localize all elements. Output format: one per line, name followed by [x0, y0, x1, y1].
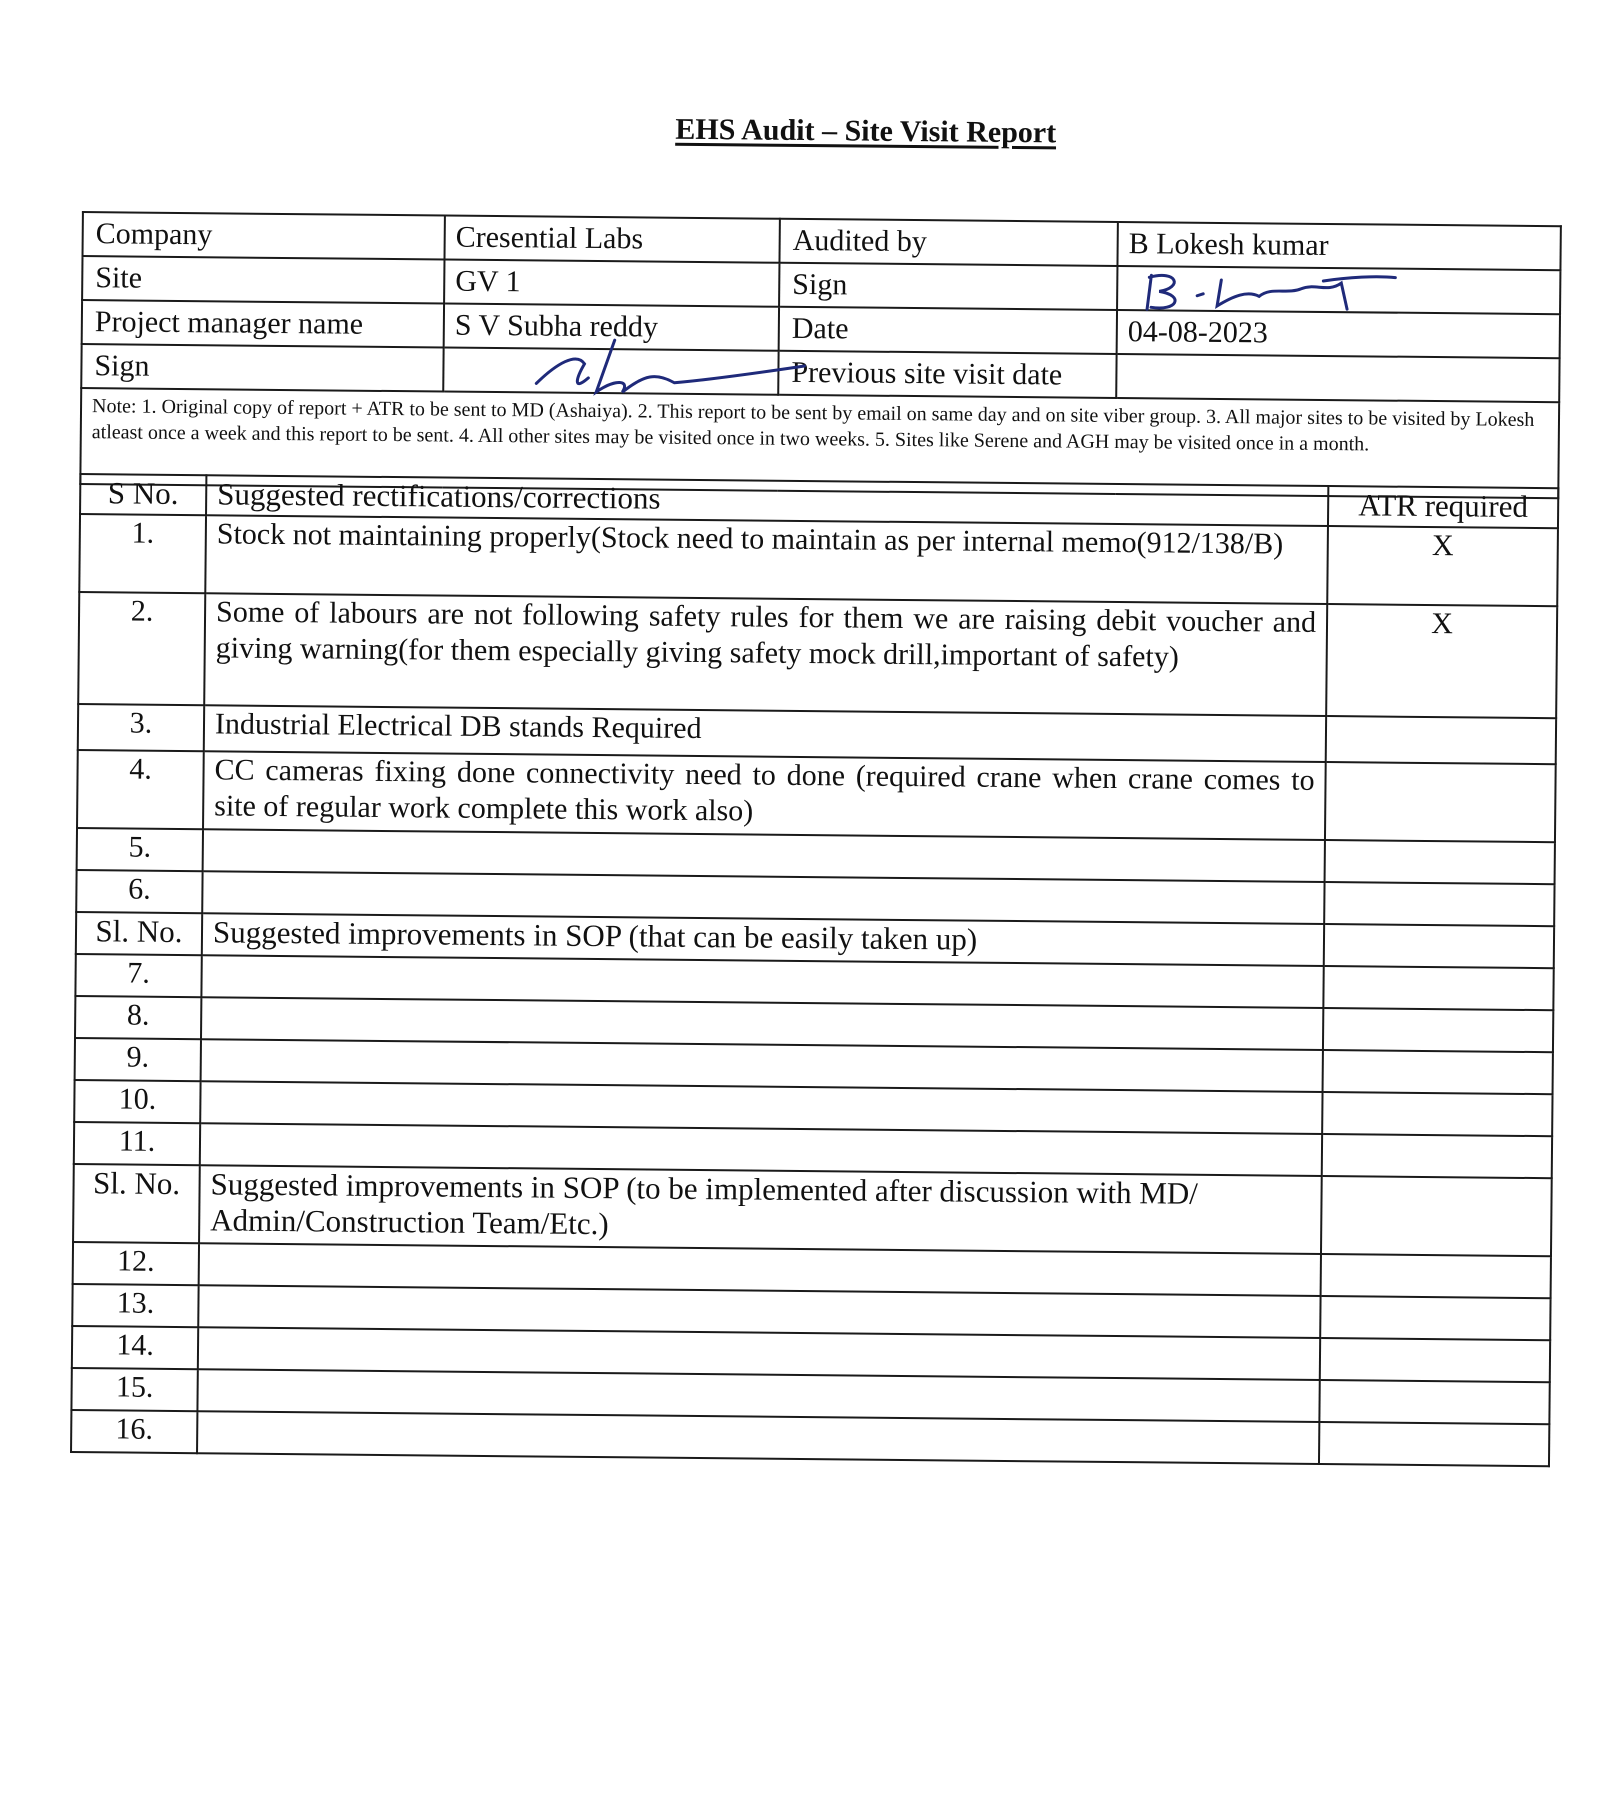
- atr-mark: [1324, 882, 1554, 926]
- row-text: Industrial Electrical DB stands Required: [204, 705, 1326, 762]
- site-label: Site: [82, 256, 444, 303]
- section3-sno-header: Sl. No.: [73, 1164, 200, 1243]
- atr-mark: [1320, 1338, 1550, 1382]
- row-number: 12.: [73, 1242, 199, 1285]
- manager-signature-cell: [443, 348, 778, 395]
- row-text: Stock not maintaining properly(Stock need to maintain as per internal memo(912/138/B): [205, 515, 1328, 604]
- row-number: 11.: [74, 1122, 200, 1165]
- column-header-rectifications: Suggested rectifications/corrections: [206, 475, 1328, 526]
- row-number: 9.: [75, 1038, 201, 1081]
- auditor-signature-cell: [1117, 266, 1560, 314]
- auditor-sign-label: Sign: [779, 263, 1117, 310]
- row-number: 7.: [75, 954, 201, 997]
- previous-visit-value: [1116, 354, 1559, 402]
- note-text: Note: 1. Original copy of report + ATR to be sent to MD (Ashaiya). 2. This report to be sent by email on same day and on site viber group. 3. All major sites to be visited by Lokesh atleast once a week and this report to be sent. 4. All other sites may be visited once in two weeks. 5. Sites like Serene and AGH may be visited once in a month.: [80, 388, 1559, 498]
- section3-title: Suggested improvements in SOP (to be implemented after discussion with MD/ Admin/Construction Team/Etc.): [199, 1165, 1322, 1254]
- row-number: 1.: [79, 514, 206, 593]
- site-value: GV 1: [444, 260, 779, 307]
- row-number: 6.: [76, 870, 202, 913]
- atr-mark: [1319, 1380, 1549, 1424]
- section2-sno-header: Sl. No.: [76, 912, 202, 955]
- header-table: [79, 211, 1562, 499]
- row-number: 2.: [78, 592, 205, 705]
- table-row: [79, 514, 1558, 606]
- project-manager-value: S V Subha reddy: [444, 304, 779, 351]
- row-text: CC cameras fixing done connectivity need to done (required crane when crane comes to site of regular work complete this work also): [203, 751, 1326, 840]
- atr-mark: [1326, 716, 1556, 764]
- column-header-sno: S No.: [80, 474, 206, 515]
- column-header-atr: ATR required: [1328, 486, 1558, 528]
- atr-mark: X: [1326, 604, 1557, 718]
- company-label: Company: [83, 212, 445, 259]
- table-row: [77, 750, 1556, 842]
- section2-atr-cell: [1324, 924, 1554, 968]
- atr-mark: [1325, 840, 1555, 884]
- row-number: 15.: [71, 1368, 197, 1411]
- page-title: EHS Audit – Site Visit Report: [675, 112, 1057, 150]
- atr-mark: [1322, 1092, 1552, 1136]
- audited-by-value: B Lokesh kumar: [1117, 222, 1560, 270]
- atr-mark: [1323, 966, 1553, 1010]
- row-number: 16.: [71, 1410, 197, 1453]
- row-number: 4.: [77, 750, 204, 829]
- atr-mark: [1319, 1422, 1549, 1466]
- row-text: Some of labours are not following safety rules for them we are raising debit voucher and giving warning(for them especially giving safety mock drill,important of safety): [204, 593, 1327, 716]
- audited-by-label: Audited by: [779, 219, 1117, 266]
- row-number: 14.: [72, 1326, 198, 1369]
- row-number: 10.: [74, 1080, 200, 1123]
- section3-header-row: [73, 1164, 1552, 1256]
- atr-mark: [1322, 1134, 1552, 1178]
- project-manager-label: Project manager name: [82, 300, 444, 347]
- row-number: 5.: [77, 828, 203, 871]
- atr-mark: [1320, 1296, 1550, 1340]
- date-value: 04-08-2023: [1117, 310, 1560, 358]
- manager-sign-label: Sign: [81, 344, 443, 391]
- previous-visit-label: Previous site visit date: [778, 351, 1116, 398]
- atr-mark: X: [1327, 526, 1558, 606]
- section2-title: Suggested improvements in SOP (that can be easily taken up): [202, 913, 1324, 966]
- atr-mark: [1325, 762, 1556, 842]
- findings-table: [70, 473, 1559, 1467]
- atr-mark: [1323, 1050, 1553, 1094]
- row-number: 8.: [75, 996, 201, 1039]
- atr-mark: [1321, 1254, 1551, 1298]
- row-number: 13.: [72, 1284, 198, 1327]
- table-row: [78, 592, 1557, 718]
- row-number: 3.: [78, 704, 204, 751]
- date-label: Date: [779, 307, 1117, 354]
- company-value: Cresential Labs: [444, 216, 779, 263]
- section3-atr-cell: [1321, 1176, 1552, 1256]
- atr-mark: [1323, 1008, 1553, 1052]
